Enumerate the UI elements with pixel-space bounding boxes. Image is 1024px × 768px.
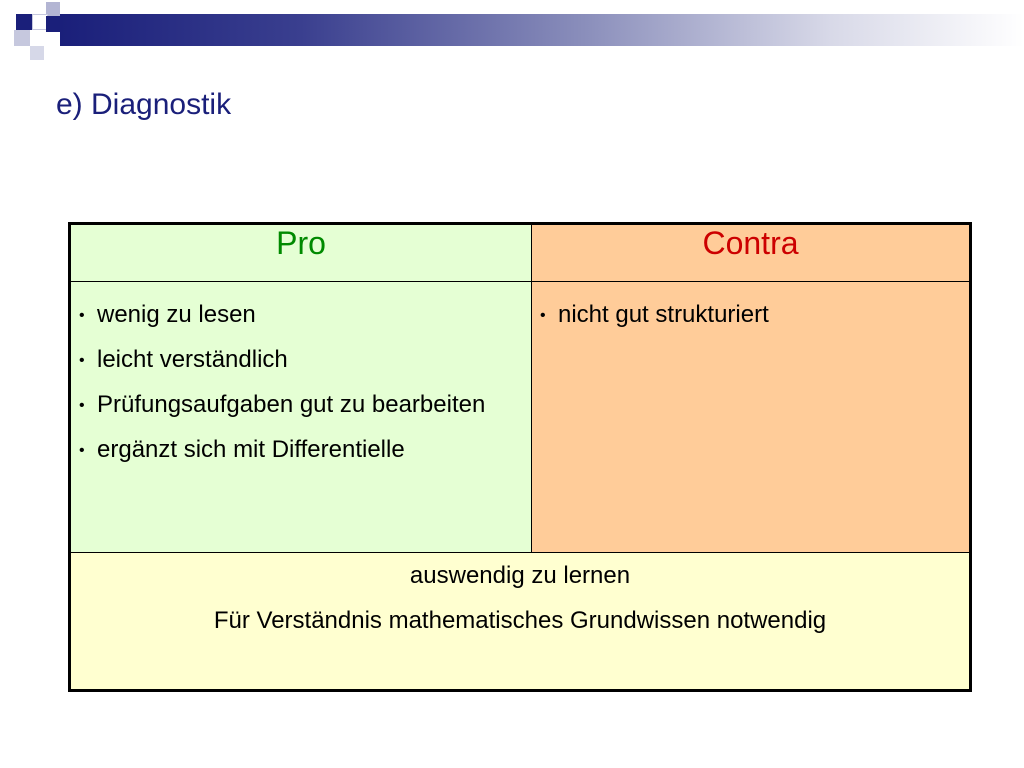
pro-list — [71, 282, 531, 472]
footer-cell — [70, 553, 971, 691]
contra-header: Contra — [532, 224, 971, 282]
header-decoration-bar — [60, 14, 1024, 46]
pro-contra-table — [68, 222, 972, 692]
list-item — [79, 292, 531, 337]
table-body-row — [70, 282, 971, 553]
header-decoration-square — [16, 14, 32, 30]
header-decoration-square — [14, 30, 30, 46]
contra-cell — [532, 282, 971, 553]
pro-item-text: wenig zu lesen — [97, 301, 256, 328]
header-decoration-square — [46, 16, 60, 32]
pro-header: Pro — [70, 224, 532, 282]
footer-line: Für Verständnis mathematisches Grundwissen notwendig — [213, 607, 827, 634]
footer-line: auswendig zu lernen — [409, 562, 631, 589]
bullet-icon: • — [540, 306, 546, 324]
list-item — [540, 292, 969, 337]
bullet-icon: • — [79, 306, 85, 324]
table-footer-row — [70, 553, 971, 691]
list-item — [79, 382, 497, 427]
contra-list — [532, 282, 969, 337]
pro-item-text: Prüfungsaufgaben gut zu bearbeiten — [97, 391, 486, 418]
bullet-icon: • — [79, 396, 85, 414]
contra-item-text: nicht gut strukturiert — [558, 301, 769, 328]
pro-cell — [70, 282, 532, 553]
bullet-icon: • — [79, 351, 85, 369]
list-item — [79, 427, 531, 472]
bullet-icon: • — [79, 441, 85, 459]
pro-item-text: ergänzt sich mit Differentielle — [97, 436, 405, 463]
list-item — [79, 337, 531, 382]
header-decoration-square — [30, 46, 44, 60]
slide-title: e) Diagnostik — [56, 88, 232, 121]
pro-item-text: leicht verständlich — [97, 346, 288, 373]
header-decoration-square — [46, 2, 60, 16]
table-header-row — [70, 224, 971, 282]
